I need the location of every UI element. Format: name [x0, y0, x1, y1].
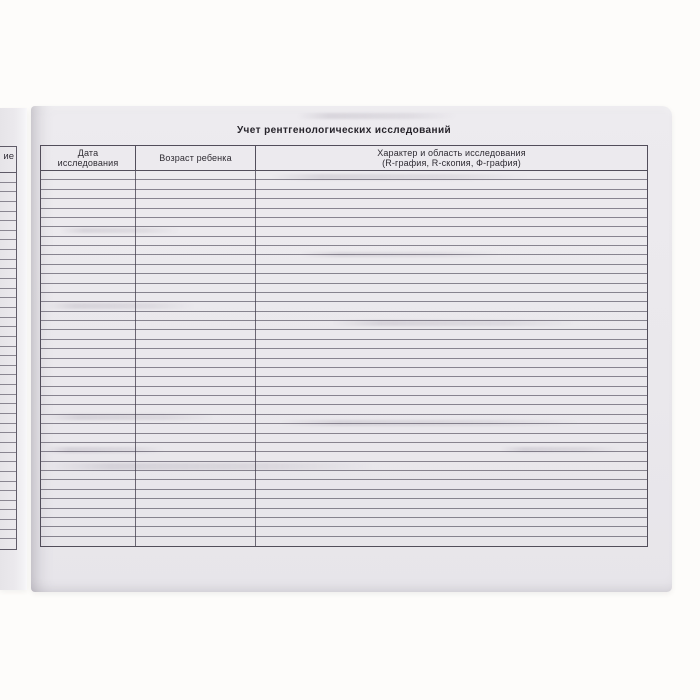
table-row [0, 395, 16, 405]
column-header-date [41, 146, 136, 170]
table-row [0, 212, 16, 222]
table-row [41, 368, 647, 377]
table-row [41, 387, 647, 396]
table-header-row [41, 146, 647, 171]
left-fragment-header-text: ие [3, 151, 14, 162]
column-header-age [136, 146, 256, 170]
table-row [0, 424, 16, 434]
table-row [0, 501, 16, 511]
column-divider [255, 171, 256, 546]
column-header-line: Дата [77, 147, 99, 158]
table-row [41, 349, 647, 358]
table-row [0, 231, 16, 241]
table-row [0, 462, 16, 472]
table-row [41, 293, 647, 302]
table-row [41, 443, 647, 452]
table-row [0, 482, 16, 492]
table-row [0, 250, 16, 260]
table-row [0, 221, 16, 231]
table-row [0, 414, 16, 424]
table-row [41, 527, 647, 536]
xray-examinations-table [40, 145, 648, 547]
table-row [0, 308, 16, 318]
table-row [41, 518, 647, 527]
table-row [41, 199, 647, 208]
table-row [41, 340, 647, 349]
column-header-line: Возраст ребенка [159, 152, 232, 163]
table-body [41, 171, 647, 546]
table-row [41, 209, 647, 218]
table-row [0, 183, 16, 193]
left-fragment-header-cell [0, 147, 16, 173]
column-header-line: (R-графия, R-скопия, Ф-графия) [382, 158, 521, 168]
table-row [0, 385, 16, 395]
table-row [41, 246, 647, 255]
table-row [0, 433, 16, 443]
table-row [41, 415, 647, 424]
table-row [41, 180, 647, 189]
table-row [0, 404, 16, 414]
table-row [41, 359, 647, 368]
table-row [41, 171, 647, 180]
table-row [41, 537, 647, 546]
table-row [41, 405, 647, 414]
left-page-edge [0, 108, 27, 590]
table-row [41, 396, 647, 405]
table-row [0, 510, 16, 520]
ghost-smudge [297, 113, 457, 119]
page-title: Учет рентгенологических исследований [236, 125, 452, 136]
table-row [41, 190, 647, 199]
table-row [0, 453, 16, 463]
table-row [0, 192, 16, 202]
table-row [41, 499, 647, 508]
table-row [41, 377, 647, 386]
table-row [41, 330, 647, 339]
table-row [41, 227, 647, 236]
table-row [41, 218, 647, 227]
table-row [41, 434, 647, 443]
table-row [0, 269, 16, 279]
table-row [0, 298, 16, 308]
table-rows [41, 171, 647, 546]
table-row [0, 279, 16, 289]
table-row [41, 265, 647, 274]
table-row [0, 443, 16, 453]
left-fragment-rows [0, 173, 16, 549]
table-row [0, 539, 16, 549]
table-row [41, 462, 647, 471]
column-header-exam [256, 146, 647, 170]
table-row [41, 424, 647, 433]
table-row [41, 312, 647, 321]
table-row [0, 491, 16, 501]
table-row [0, 173, 16, 183]
table-row [0, 530, 16, 540]
table-row [41, 509, 647, 518]
column-header-line: исследования [57, 158, 119, 168]
table-row [0, 318, 16, 328]
column-divider [135, 171, 136, 546]
left-page-table-fragment [0, 146, 17, 550]
table-row [0, 327, 16, 337]
table-row [0, 520, 16, 530]
table-row [0, 347, 16, 357]
table-row [0, 472, 16, 482]
table-row [41, 237, 647, 246]
table-row [41, 452, 647, 461]
table-row [0, 337, 16, 347]
table-row [0, 202, 16, 212]
table-row [41, 274, 647, 283]
table-row [41, 255, 647, 264]
column-header-line: Характер и область исследования [377, 147, 526, 158]
table-row [0, 375, 16, 385]
record-book-page [31, 106, 672, 592]
table-row [41, 471, 647, 480]
table-row [41, 302, 647, 311]
table-row [41, 480, 647, 489]
table-row [0, 356, 16, 366]
table-row [0, 366, 16, 376]
table-row [41, 284, 647, 293]
table-row [0, 289, 16, 299]
table-row [0, 260, 16, 270]
table-row [0, 240, 16, 250]
table-row [41, 321, 647, 330]
table-row [41, 490, 647, 499]
